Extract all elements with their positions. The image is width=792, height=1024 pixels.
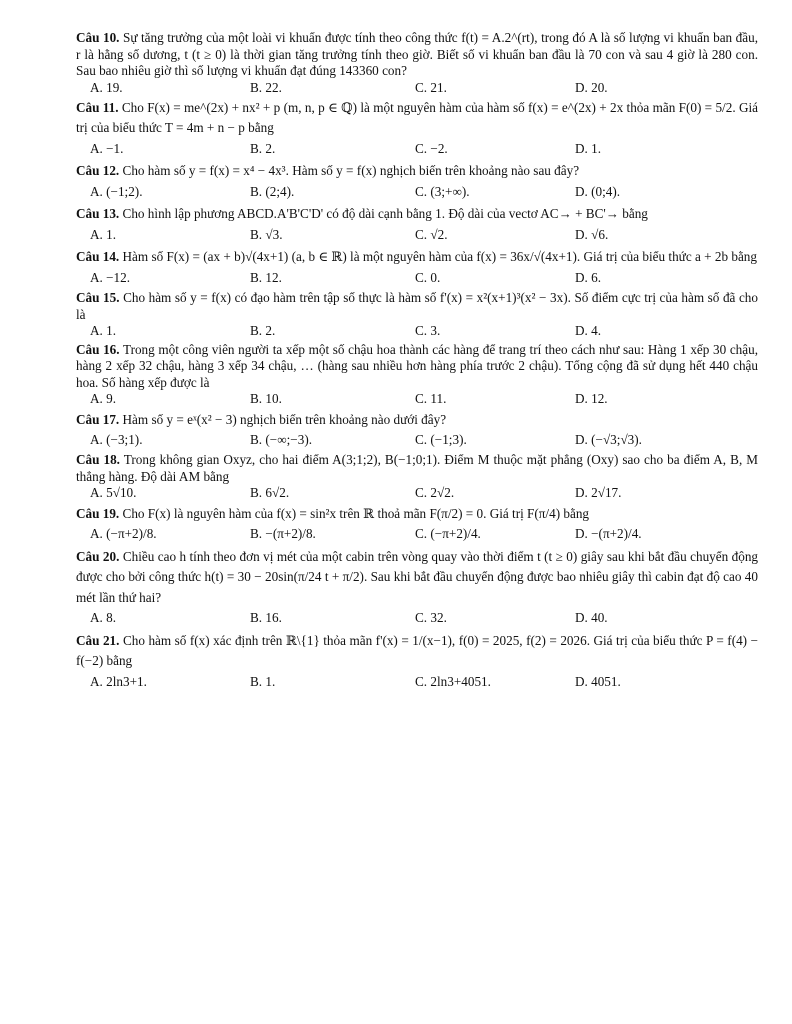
option-b[interactable]: B. 2. (250, 323, 276, 339)
options-row (90, 268, 758, 288)
question-label: Câu 20. (76, 548, 120, 564)
question-stem: Sự tăng trưởng của một loài vi khuẩn được tính theo công thức f(t) = A.2^(rt), trong đó A là số lượng vi khuẩn ban đầu, r là hằng số dương, t (t ≥ 0) là thời gian tăng trưởng tính theo giờ. Biết số vi khuẩn ban đầu là 70 con và sau 4 giờ là 280 con. Sau bao nhiêu giờ thì số lượng vi khuẩn đạt đúng 143360 con? (76, 30, 759, 78)
question-label: Câu 13. (76, 206, 120, 222)
question-label: Câu 21. (76, 632, 120, 648)
option-b[interactable]: B. 6√2. (250, 485, 290, 501)
options-row (90, 524, 758, 544)
question-label: Câu 17. (76, 411, 120, 427)
option-c[interactable]: C. 32. (415, 610, 447, 626)
option-d[interactable]: D. 4051. (575, 673, 621, 689)
question-13 (76, 204, 758, 245)
question-label: Câu 11. (76, 100, 119, 115)
option-d[interactable]: D. −(π+2)/4. (575, 526, 642, 542)
question-stem: Trong một công viên người ta xếp một số chậu hoa thành các hàng để trang trí theo cách như sau: Hàng 1 xếp 30 chậu, hàng 2 xếp 32 chậu, hàng 3 xếp 34 chậu, … (hàng sau nhiều hơn hàng phía trước 2 chậu). Tổng cộng đã sử dụng hết 440 chậu hoa. Số hàng xếp được là (76, 341, 759, 390)
option-b[interactable]: B. (2;4). (250, 183, 295, 199)
option-d[interactable]: D. (−√3;√3). (575, 432, 642, 448)
question-stem: Cho hàm số y = f(x) có đạo hàm trên tập số thực là hàm số f'(x) = x²(x+1)³(x² − 3x). Số điểm cực trị của hàm số đã cho là (76, 290, 758, 322)
option-a[interactable]: A. 19. (90, 79, 123, 95)
question-stem: Hàm số y = eˣ(x² − 3) nghịch biến trên khoảng nào dưới đây? (122, 411, 447, 427)
option-a[interactable]: A. 8. (90, 610, 117, 626)
question-stem: Cho hàm số f(x) xác định trên ℝ\{1} thỏa mãn f'(x) = 1/(x−1), f(0) = 2025, f(2) = 2026. Giá trị của biểu thức P = f(4) − f(−2) bằng (76, 632, 759, 669)
question-label: Câu 12. (76, 163, 120, 179)
options-row (90, 182, 758, 202)
question-17 (76, 410, 758, 451)
option-a[interactable]: A. 1. (90, 226, 117, 242)
option-d[interactable]: D. 6. (575, 269, 602, 285)
option-d[interactable]: D. 1. (575, 140, 602, 156)
option-b[interactable]: B. 16. (250, 610, 282, 626)
option-a[interactable]: A. 5√10. (90, 485, 137, 501)
option-c[interactable]: C. 11. (415, 391, 447, 407)
options-row (90, 485, 758, 502)
option-c[interactable]: C. √2. (415, 226, 448, 242)
question-label: Câu 10. (76, 30, 120, 45)
option-b[interactable]: B. −(π+2)/8. (250, 526, 316, 542)
question-stem: Cho F(x) là nguyên hàm của f(x) = sin²x trên ℝ thoả mãn F(π/2) = 0. Giá trị F(π/4) bằng (122, 505, 590, 521)
question-15 (76, 290, 758, 340)
options-row (90, 323, 758, 340)
option-a[interactable]: A. (−π+2)/8. (90, 526, 157, 542)
option-d[interactable]: D. 12. (575, 391, 608, 407)
question-stem: Trong không gian Oxyz, cho hai điểm A(3;1;2), B(−1;0;1). Điểm M thuộc mặt phẳng (Oxy) sao cho ba điểm A, B, M thẳng hàng. Độ dài AM bằng (76, 452, 759, 484)
option-a[interactable]: A. 2ln3+1. (90, 673, 147, 689)
option-c[interactable]: C. 2√2. (415, 485, 455, 501)
option-a[interactable]: A. (−3;1). (90, 432, 143, 448)
option-c[interactable]: C. 2ln3+4051. (415, 673, 491, 689)
option-b[interactable]: B. (−∞;−3). (250, 432, 313, 448)
option-b[interactable]: B. 12. (250, 269, 282, 285)
option-a[interactable]: A. 1. (90, 323, 117, 339)
options-row (90, 225, 758, 245)
question-20 (76, 547, 758, 629)
question-19 (76, 504, 758, 545)
option-c[interactable]: C. −2. (415, 140, 448, 156)
question-label: Câu 16. (76, 341, 120, 357)
option-d[interactable]: D. 20. (575, 79, 608, 95)
option-b[interactable]: B. 1. (250, 673, 276, 689)
question-label: Câu 18. (76, 452, 120, 468)
question-label: Câu 15. (76, 290, 120, 306)
question-18 (76, 452, 758, 502)
options-row (90, 608, 758, 628)
options-row (90, 139, 758, 159)
question-label: Câu 14. (76, 249, 120, 265)
option-a[interactable]: A. −12. (90, 269, 131, 285)
question-12 (76, 161, 758, 202)
option-d[interactable]: D. 40. (575, 610, 608, 626)
option-b[interactable]: B. 10. (250, 391, 282, 407)
option-c[interactable]: C. 3. (415, 323, 441, 339)
option-a[interactable]: A. −1. (90, 140, 124, 156)
option-c[interactable]: C. (−π+2)/4. (415, 526, 481, 542)
options-row (90, 391, 758, 408)
option-b[interactable]: B. 2. (250, 140, 276, 156)
option-c[interactable]: C. (3;+∞). (415, 183, 470, 199)
question-stem: Chiều cao h tính theo đơn vị mét của một cabin trên vòng quay vào thời điểm t (t ≥ 0) giây sau khi bắt đầu chuyển động được cho bởi công thức h(t) = 30 − 20sin(π/24 t + π/2). Sau khi bắt đầu chuyển động được bao nhiêu giây thì cabin đạt độ cao 40 mét lần thứ hai? (76, 548, 759, 605)
option-c[interactable]: C. (−1;3). (415, 432, 467, 448)
options-row (90, 430, 758, 450)
question-10 (76, 30, 758, 96)
question-stem: Hàm số F(x) = (ax + b)√(4x+1) (a, b ∈ ℝ) là một nguyên hàm của f(x) = 36x/√(4x+1). Giá trị của biểu thức a + 2b bằng (122, 249, 757, 265)
option-b[interactable]: B. 22. (250, 79, 282, 95)
question-stem: Cho hàm số y = f(x) = x⁴ − 4x³. Hàm số y = f(x) nghịch biến trên khoảng nào sau đây? (122, 163, 580, 179)
options-row (90, 672, 758, 692)
option-c[interactable]: C. 21. (415, 79, 447, 95)
option-d[interactable]: D. 4. (575, 323, 602, 339)
option-b[interactable]: B. √3. (250, 226, 283, 242)
question-stem: Cho hình lập phương ABCD.A'B'C'D' có độ dài cạnh bằng 1. Độ dài của vectơ AC→ + BC'→ bằng (122, 206, 648, 222)
question-label: Câu 19. (76, 505, 120, 521)
question-stem: Cho F(x) = me^(2x) + nx² + p (m, n, p ∈ ℚ) là một nguyên hàm của hàm số f(x) = e^(2x) + 2x thỏa mãn F(0) = 5/2. Giá trị của biểu thức T = 4m + n − p bằng (76, 100, 758, 136)
question-14 (76, 247, 758, 288)
question-16 (76, 342, 758, 408)
question-21 (76, 631, 758, 692)
option-d[interactable]: D. (0;4). (575, 183, 621, 199)
option-a[interactable]: A. 9. (90, 391, 117, 407)
options-row (90, 80, 758, 97)
option-a[interactable]: A. (−1;2). (90, 183, 143, 199)
option-d[interactable]: D. √6. (575, 226, 609, 242)
option-d[interactable]: D. 2√17. (575, 485, 622, 501)
option-c[interactable]: C. 0. (415, 269, 441, 285)
question-11 (76, 98, 758, 159)
